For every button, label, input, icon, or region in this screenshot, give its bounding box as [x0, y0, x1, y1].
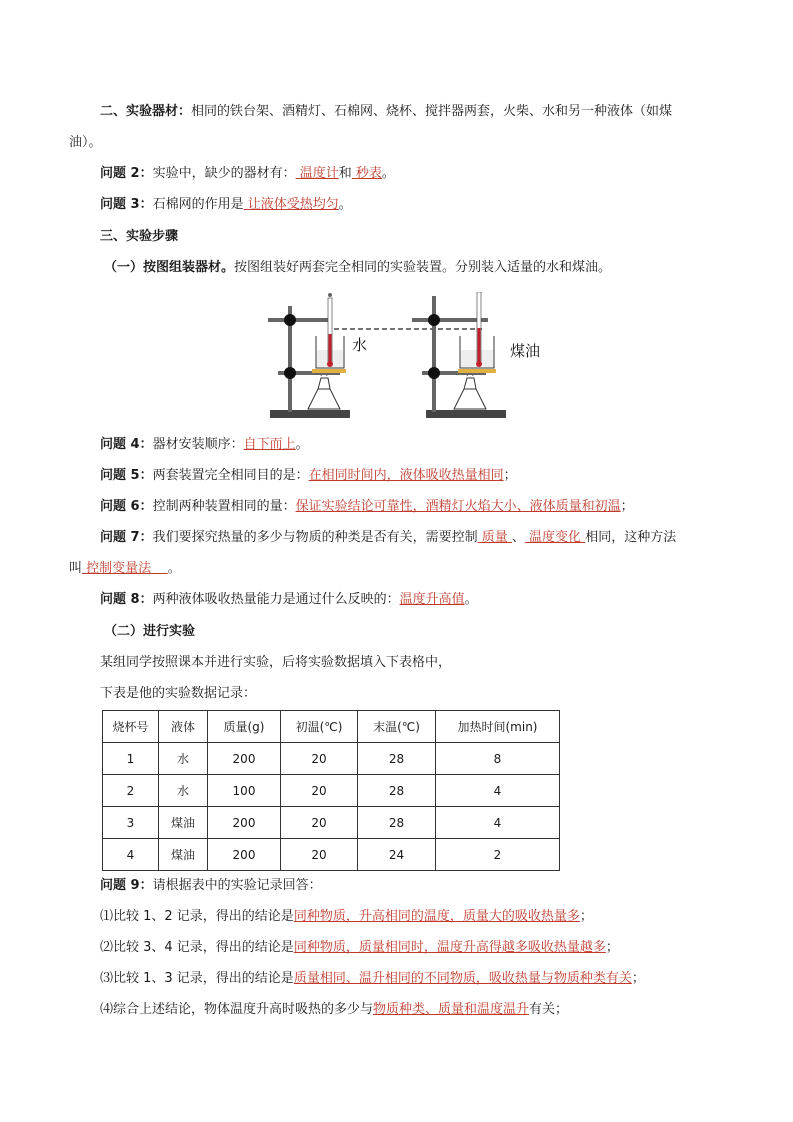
punct: 。 [338, 197, 352, 212]
question-3 [100, 195, 733, 215]
answer-control-variable: 控制变量法 [86, 561, 152, 576]
table-cell: 煤油 [159, 807, 208, 839]
question-label: 问题 3： [100, 197, 153, 212]
table-cell: 200 [208, 839, 281, 871]
answer-conclusion-1: 同种物质，升高相同的温度，质量大的吸收热量多 [293, 909, 580, 924]
table-cell: 2 [436, 839, 560, 871]
question-2 [100, 164, 733, 184]
answer-conclusion-4: 物质种类、质量和温度温升 [373, 1002, 530, 1017]
question-text: 相同，这种方法 [585, 530, 677, 545]
answer-conclusion-2: 同种物质，质量相同时，温度升高得越多吸收热量越多 [293, 940, 606, 955]
answer-conclusion-3: 质量相同、温升相同的不同物质，吸收热量与物质种类有关 [293, 971, 632, 986]
materials-text: 相同的铁台架、酒精灯、石棉网、烧杯、搅拌器两套，火柴、水和另一种液体（如煤 [191, 104, 673, 119]
water-label: 水 [352, 336, 368, 354]
answer-mass: 质量 [481, 530, 508, 545]
section-3-title: 三、实验步骤 [100, 229, 179, 244]
table-cell: 4 [436, 775, 560, 807]
question-9 [100, 876, 733, 896]
col-header: 初温(℃) [281, 711, 358, 743]
table-cell: 水 [159, 775, 208, 807]
col-header: 加热时间(min) [436, 711, 560, 743]
question-text: 实验中，缺少的器材有： [152, 166, 296, 181]
punct: 。 [381, 166, 395, 181]
question-label: 问题 9： [100, 878, 153, 893]
step-1 [104, 258, 733, 278]
section-2-title: 二、实验器材： [100, 104, 192, 119]
intro-line-1: 某组同学按照课本并进行实验，后将实验数据填入下表格中， [100, 655, 452, 670]
answer-thermometer: 温度计 [299, 166, 339, 181]
question-label: 问题 4： [100, 437, 153, 452]
question-text: 两套装置完全相同目的是： [152, 468, 309, 483]
table-cell: 20 [281, 743, 358, 775]
table-cell: 3 [103, 807, 159, 839]
table-cell: 4 [103, 839, 159, 871]
question-text: 请根据表中的实验记录回答： [152, 878, 322, 893]
question-text: 叫 [69, 561, 83, 576]
answer-same-heat: 在相同时间内，液体吸收热量相同 [308, 468, 504, 483]
answer-temp-rise: 温度升高值 [399, 592, 465, 607]
punct: 有关； [529, 1002, 569, 1017]
step-1-text: 按图组装好两套完全相同的实验装置。分别装入适量的水和煤油。 [234, 260, 612, 275]
question-text: 两种液体吸收热量能力是通过什么反映的： [152, 592, 400, 607]
question-text: 控制两种装置相同的量： [152, 499, 296, 514]
table-cell: 1 [103, 743, 159, 775]
question-7-cont [69, 559, 733, 579]
punct: ； [579, 909, 593, 924]
question-text: 器材安装顺序： [152, 437, 244, 452]
table-cell: 20 [281, 775, 358, 807]
conclusion-text: ⑶比较 1、3 记录，得出的结论是 [100, 971, 294, 986]
question-4 [100, 435, 733, 455]
punct: ； [503, 468, 517, 483]
table-cell: 20 [281, 839, 358, 871]
question-label: 问题 8： [100, 592, 153, 607]
punct: 。 [464, 592, 478, 607]
question-text: 我们要探究热量的多少与物质的种类是否有关，需要控制 [152, 530, 478, 545]
table-cell: 20 [281, 807, 358, 839]
apparatus-figure [258, 292, 558, 424]
conclusion-3 [100, 969, 733, 989]
col-header: 烧杯号 [103, 711, 159, 743]
intro-line-2: 下表是他的实验数据记录： [100, 686, 257, 701]
conclusion-2 [100, 938, 733, 958]
punct: ； [620, 499, 634, 514]
table-cell: 100 [208, 775, 281, 807]
table-cell: 2 [103, 775, 159, 807]
table-cell: 200 [208, 743, 281, 775]
question-5 [100, 466, 733, 486]
table-row [103, 743, 560, 775]
question-7 [100, 528, 733, 548]
conclusion-text: ⑵比较 3、4 记录，得出的结论是 [100, 940, 294, 955]
col-header: 末温(℃) [358, 711, 436, 743]
materials-line-1 [100, 102, 733, 122]
question-6 [100, 497, 733, 517]
table-cell: 28 [358, 743, 436, 775]
punct: ； [631, 971, 645, 986]
table-cell: 28 [358, 807, 436, 839]
table-header-row [103, 711, 560, 743]
question-text: 和 [338, 166, 352, 181]
table-cell: 24 [358, 839, 436, 871]
answer-bottom-up: 自下而上 [243, 437, 296, 452]
table-cell: 煤油 [159, 839, 208, 871]
punct: ； [605, 940, 619, 955]
answer-temp-change: 温度变化 [529, 530, 582, 545]
table-cell: 水 [159, 743, 208, 775]
conclusion-1 [100, 907, 733, 927]
col-header: 液体 [159, 711, 208, 743]
answer-stopwatch: 秒表 [355, 166, 382, 181]
kerosene-label: 煤油 [510, 342, 541, 360]
table-row [103, 807, 560, 839]
question-label: 问题 7： [100, 530, 153, 545]
punct: 。 [167, 561, 181, 576]
table-cell: 8 [436, 743, 560, 775]
right-apparatus [412, 292, 540, 418]
table-cell: 28 [358, 775, 436, 807]
question-text: 石棉网的作用是 [152, 197, 244, 212]
table-cell: 200 [208, 807, 281, 839]
step-1-title: （一）按图组装器材。 [104, 260, 235, 275]
question-label: 问题 5： [100, 468, 153, 483]
punct: 。 [295, 437, 309, 452]
punct: 、 [511, 530, 525, 545]
table-row [103, 775, 560, 807]
answer-controlled-vars: 保证实验结论可靠性，酒精灯火焰大小、液体质量和初温 [295, 499, 621, 514]
question-label: 问题 2： [100, 166, 153, 181]
question-label: 问题 6： [100, 499, 153, 514]
step-2-title: （二）进行实验 [104, 624, 196, 639]
conclusion-text: ⑴比较 1、2 记录，得出的结论是 [100, 909, 294, 924]
materials-text-cont: 油）。 [69, 135, 102, 150]
col-header: 质量(g) [208, 711, 281, 743]
data-table [102, 710, 560, 871]
materials-line-2 [69, 133, 733, 153]
table-row [103, 839, 560, 871]
answer-even-heating: 让液体受热均匀 [247, 197, 339, 212]
conclusion-4 [100, 1000, 733, 1020]
left-apparatus [268, 293, 367, 418]
table-cell: 4 [436, 807, 560, 839]
question-8 [100, 590, 733, 610]
conclusion-text: ⑷综合上述结论，物体温度升高时吸热的多少与 [100, 1002, 374, 1017]
